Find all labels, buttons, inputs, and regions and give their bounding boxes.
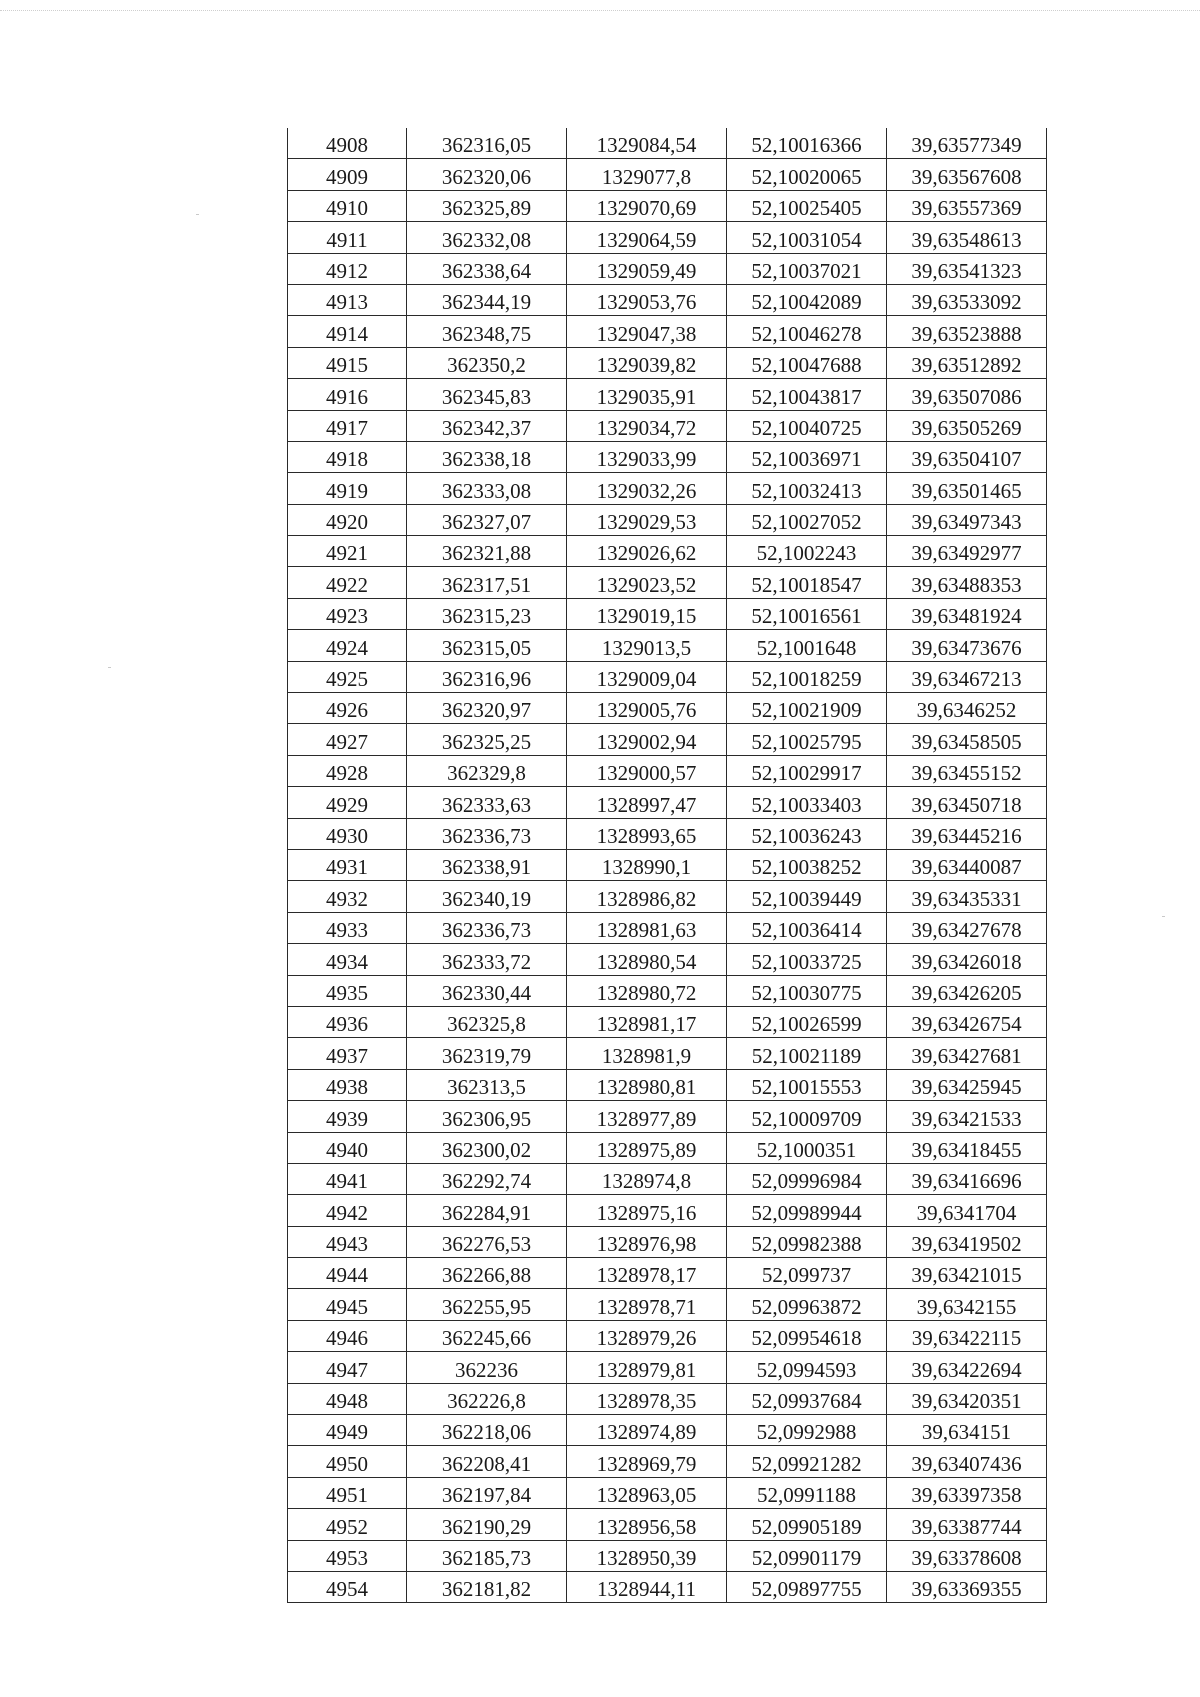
y-coordinate-cell: 1328978,35	[567, 1383, 727, 1414]
table-row	[288, 693, 1047, 724]
table-row	[288, 347, 1047, 378]
table-row	[288, 190, 1047, 221]
x-coordinate-cell: 362208,41	[407, 1446, 567, 1477]
x-coordinate-cell: 362185,73	[407, 1540, 567, 1571]
y-coordinate-cell: 1328977,89	[567, 1101, 727, 1132]
longitude-cell: 39,63512892	[887, 347, 1047, 378]
y-coordinate-cell: 1329084,54	[567, 128, 727, 159]
latitude-cell: 52,10042089	[727, 284, 887, 315]
y-coordinate-cell: 1329032,26	[567, 473, 727, 504]
latitude-cell: 52,10033403	[727, 787, 887, 818]
table-row	[288, 1540, 1047, 1571]
scan-speck	[108, 667, 111, 668]
point-number-cell: 4935	[288, 975, 407, 1006]
point-number-cell: 4917	[288, 410, 407, 441]
latitude-cell: 52,1002243	[727, 536, 887, 567]
point-number-cell: 4949	[288, 1415, 407, 1446]
longitude-cell: 39,63426754	[887, 1006, 1047, 1037]
x-coordinate-cell: 362218,06	[407, 1415, 567, 1446]
point-number-cell: 4937	[288, 1038, 407, 1069]
latitude-cell: 52,10025405	[727, 190, 887, 221]
point-number-cell: 4928	[288, 755, 407, 786]
longitude-cell: 39,63427681	[887, 1038, 1047, 1069]
table-row	[288, 1383, 1047, 1414]
point-number-cell: 4924	[288, 630, 407, 661]
longitude-cell: 39,63458505	[887, 724, 1047, 755]
point-number-cell: 4932	[288, 881, 407, 912]
y-coordinate-cell: 1328978,17	[567, 1258, 727, 1289]
longitude-cell: 39,63504107	[887, 441, 1047, 472]
x-coordinate-cell: 362320,06	[407, 159, 567, 190]
longitude-cell: 39,63541323	[887, 253, 1047, 284]
point-number-cell: 4920	[288, 504, 407, 535]
table-row	[288, 1132, 1047, 1163]
x-coordinate-cell: 362266,88	[407, 1258, 567, 1289]
x-coordinate-cell: 362255,95	[407, 1289, 567, 1320]
latitude-cell: 52,0992988	[727, 1415, 887, 1446]
x-coordinate-cell: 362325,8	[407, 1006, 567, 1037]
latitude-cell: 52,10026599	[727, 1006, 887, 1037]
y-coordinate-cell: 1329053,76	[567, 284, 727, 315]
x-coordinate-cell: 362300,02	[407, 1132, 567, 1163]
longitude-cell: 39,6342155	[887, 1289, 1047, 1320]
longitude-cell: 39,63497343	[887, 504, 1047, 535]
longitude-cell: 39,634151	[887, 1415, 1047, 1446]
x-coordinate-cell: 362338,91	[407, 849, 567, 880]
longitude-cell: 39,63369355	[887, 1571, 1047, 1602]
latitude-cell: 52,10037021	[727, 253, 887, 284]
latitude-cell: 52,10047688	[727, 347, 887, 378]
table-row	[288, 1446, 1047, 1477]
table-row	[288, 567, 1047, 598]
table-row	[288, 1415, 1047, 1446]
y-coordinate-cell: 1328974,89	[567, 1415, 727, 1446]
longitude-cell: 39,63523888	[887, 316, 1047, 347]
coordinates-table-body	[288, 128, 1047, 1603]
x-coordinate-cell: 362325,89	[407, 190, 567, 221]
longitude-cell: 39,63473676	[887, 630, 1047, 661]
x-coordinate-cell: 362313,5	[407, 1069, 567, 1100]
longitude-cell: 39,63397358	[887, 1477, 1047, 1508]
latitude-cell: 52,09937684	[727, 1383, 887, 1414]
table-row	[288, 128, 1047, 159]
latitude-cell: 52,10021909	[727, 693, 887, 724]
latitude-cell: 52,10036971	[727, 441, 887, 472]
x-coordinate-cell: 362330,44	[407, 975, 567, 1006]
longitude-cell: 39,63421533	[887, 1101, 1047, 1132]
point-number-cell: 4942	[288, 1195, 407, 1226]
x-coordinate-cell: 362332,08	[407, 222, 567, 253]
y-coordinate-cell: 1329033,99	[567, 441, 727, 472]
y-coordinate-cell: 1328980,81	[567, 1069, 727, 1100]
table-row	[288, 1038, 1047, 1069]
x-coordinate-cell: 362226,8	[407, 1383, 567, 1414]
x-coordinate-cell: 362345,83	[407, 379, 567, 410]
longitude-cell: 39,63426018	[887, 944, 1047, 975]
table-row	[288, 1101, 1047, 1132]
y-coordinate-cell: 1329039,82	[567, 347, 727, 378]
y-coordinate-cell: 1328981,17	[567, 1006, 727, 1037]
point-number-cell: 4919	[288, 473, 407, 504]
longitude-cell: 39,63557369	[887, 190, 1047, 221]
table-row	[288, 1226, 1047, 1257]
y-coordinate-cell: 1328975,16	[567, 1195, 727, 1226]
latitude-cell: 52,09921282	[727, 1446, 887, 1477]
table-row	[288, 912, 1047, 943]
table-row	[288, 504, 1047, 535]
point-number-cell: 4927	[288, 724, 407, 755]
point-number-cell: 4946	[288, 1320, 407, 1351]
point-number-cell: 4921	[288, 536, 407, 567]
x-coordinate-cell: 362342,37	[407, 410, 567, 441]
longitude-cell: 39,63577349	[887, 128, 1047, 159]
x-coordinate-cell: 362316,96	[407, 661, 567, 692]
longitude-cell: 39,63567608	[887, 159, 1047, 190]
latitude-cell: 52,10009709	[727, 1101, 887, 1132]
x-coordinate-cell: 362336,73	[407, 912, 567, 943]
point-number-cell: 4936	[288, 1006, 407, 1037]
table-row	[288, 975, 1047, 1006]
y-coordinate-cell: 1328997,47	[567, 787, 727, 818]
x-coordinate-cell: 362325,25	[407, 724, 567, 755]
table-row	[288, 630, 1047, 661]
latitude-cell: 52,09901179	[727, 1540, 887, 1571]
x-coordinate-cell: 362245,66	[407, 1320, 567, 1351]
y-coordinate-cell: 1328986,82	[567, 881, 727, 912]
table-row	[288, 881, 1047, 912]
scan-speck	[1162, 916, 1165, 917]
table-row	[288, 1289, 1047, 1320]
table-row	[288, 944, 1047, 975]
point-number-cell: 4925	[288, 661, 407, 692]
y-coordinate-cell: 1328980,72	[567, 975, 727, 1006]
point-number-cell: 4930	[288, 818, 407, 849]
longitude-cell: 39,63548613	[887, 222, 1047, 253]
point-number-cell: 4931	[288, 849, 407, 880]
latitude-cell: 52,10016561	[727, 598, 887, 629]
latitude-cell: 52,10031054	[727, 222, 887, 253]
table-row	[288, 473, 1047, 504]
point-number-cell: 4948	[288, 1383, 407, 1414]
longitude-cell: 39,63416696	[887, 1163, 1047, 1194]
table-row	[288, 379, 1047, 410]
table-row	[288, 787, 1047, 818]
y-coordinate-cell: 1328980,54	[567, 944, 727, 975]
longitude-cell: 39,63425945	[887, 1069, 1047, 1100]
coordinates-table	[287, 128, 1047, 1603]
latitude-cell: 52,10032413	[727, 473, 887, 504]
point-number-cell: 4908	[288, 128, 407, 159]
latitude-cell: 52,10015553	[727, 1069, 887, 1100]
point-number-cell: 4945	[288, 1289, 407, 1320]
table-row	[288, 1509, 1047, 1540]
table-row	[288, 1320, 1047, 1351]
longitude-cell: 39,63455152	[887, 755, 1047, 786]
y-coordinate-cell: 1328990,1	[567, 849, 727, 880]
longitude-cell: 39,63450718	[887, 787, 1047, 818]
x-coordinate-cell: 362321,88	[407, 536, 567, 567]
x-coordinate-cell: 362333,63	[407, 787, 567, 818]
longitude-cell: 39,63387744	[887, 1509, 1047, 1540]
latitude-cell: 52,10036414	[727, 912, 887, 943]
point-number-cell: 4929	[288, 787, 407, 818]
scan-speck	[196, 214, 199, 215]
point-number-cell: 4911	[288, 222, 407, 253]
y-coordinate-cell: 1329035,91	[567, 379, 727, 410]
longitude-cell: 39,63501465	[887, 473, 1047, 504]
point-number-cell: 4934	[288, 944, 407, 975]
y-coordinate-cell: 1328963,05	[567, 1477, 727, 1508]
latitude-cell: 52,10038252	[727, 849, 887, 880]
latitude-cell: 52,10040725	[727, 410, 887, 441]
latitude-cell: 52,10021189	[727, 1038, 887, 1069]
y-coordinate-cell: 1328944,11	[567, 1571, 727, 1602]
point-number-cell: 4933	[288, 912, 407, 943]
x-coordinate-cell: 362306,95	[407, 1101, 567, 1132]
x-coordinate-cell: 362350,2	[407, 347, 567, 378]
x-coordinate-cell: 362344,19	[407, 284, 567, 315]
latitude-cell: 52,10020065	[727, 159, 887, 190]
y-coordinate-cell: 1329000,57	[567, 755, 727, 786]
table-row	[288, 316, 1047, 347]
latitude-cell: 52,10025795	[727, 724, 887, 755]
longitude-cell: 39,63420351	[887, 1383, 1047, 1414]
latitude-cell: 52,10016366	[727, 128, 887, 159]
y-coordinate-cell: 1329029,53	[567, 504, 727, 535]
table-row	[288, 222, 1047, 253]
point-number-cell: 4943	[288, 1226, 407, 1257]
longitude-cell: 39,63440087	[887, 849, 1047, 880]
longitude-cell: 39,6341704	[887, 1195, 1047, 1226]
y-coordinate-cell: 1329013,5	[567, 630, 727, 661]
point-number-cell: 4916	[288, 379, 407, 410]
longitude-cell: 39,63492977	[887, 536, 1047, 567]
x-coordinate-cell: 362292,74	[407, 1163, 567, 1194]
longitude-cell: 39,63378608	[887, 1540, 1047, 1571]
point-number-cell: 4947	[288, 1352, 407, 1383]
y-coordinate-cell: 1328981,9	[567, 1038, 727, 1069]
point-number-cell: 4910	[288, 190, 407, 221]
longitude-cell: 39,63421015	[887, 1258, 1047, 1289]
y-coordinate-cell: 1329077,8	[567, 159, 727, 190]
y-coordinate-cell: 1328981,63	[567, 912, 727, 943]
x-coordinate-cell: 362338,18	[407, 441, 567, 472]
longitude-cell: 39,63435331	[887, 881, 1047, 912]
table-row	[288, 441, 1047, 472]
y-coordinate-cell: 1329023,52	[567, 567, 727, 598]
x-coordinate-cell: 362340,19	[407, 881, 567, 912]
x-coordinate-cell: 362190,29	[407, 1509, 567, 1540]
table-row	[288, 1069, 1047, 1100]
latitude-cell: 52,10018547	[727, 567, 887, 598]
latitude-cell: 52,09963872	[727, 1289, 887, 1320]
latitude-cell: 52,10029917	[727, 755, 887, 786]
y-coordinate-cell: 1328975,89	[567, 1132, 727, 1163]
point-number-cell: 4941	[288, 1163, 407, 1194]
y-coordinate-cell: 1329047,38	[567, 316, 727, 347]
latitude-cell: 52,10018259	[727, 661, 887, 692]
table-row	[288, 1571, 1047, 1602]
longitude-cell: 39,6346252	[887, 693, 1047, 724]
latitude-cell: 52,09982388	[727, 1226, 887, 1257]
table-row	[288, 159, 1047, 190]
x-coordinate-cell: 362336,73	[407, 818, 567, 849]
longitude-cell: 39,63407436	[887, 1446, 1047, 1477]
y-coordinate-cell: 1329019,15	[567, 598, 727, 629]
y-coordinate-cell: 1328993,65	[567, 818, 727, 849]
table-row	[288, 1477, 1047, 1508]
latitude-cell: 52,10033725	[727, 944, 887, 975]
point-number-cell: 4950	[288, 1446, 407, 1477]
x-coordinate-cell: 362319,79	[407, 1038, 567, 1069]
y-coordinate-cell: 1329059,49	[567, 253, 727, 284]
point-number-cell: 4912	[288, 253, 407, 284]
x-coordinate-cell: 362320,97	[407, 693, 567, 724]
latitude-cell: 52,09989944	[727, 1195, 887, 1226]
table-row	[288, 284, 1047, 315]
point-number-cell: 4938	[288, 1069, 407, 1100]
longitude-cell: 39,63481924	[887, 598, 1047, 629]
point-number-cell: 4951	[288, 1477, 407, 1508]
x-coordinate-cell: 362315,05	[407, 630, 567, 661]
longitude-cell: 39,63467213	[887, 661, 1047, 692]
latitude-cell: 52,10030775	[727, 975, 887, 1006]
x-coordinate-cell: 362276,53	[407, 1226, 567, 1257]
x-coordinate-cell: 362316,05	[407, 128, 567, 159]
longitude-cell: 39,63445216	[887, 818, 1047, 849]
x-coordinate-cell: 362197,84	[407, 1477, 567, 1508]
point-number-cell: 4952	[288, 1509, 407, 1540]
latitude-cell: 52,09905189	[727, 1509, 887, 1540]
y-coordinate-cell: 1328969,79	[567, 1446, 727, 1477]
x-coordinate-cell: 362284,91	[407, 1195, 567, 1226]
y-coordinate-cell: 1329070,69	[567, 190, 727, 221]
longitude-cell: 39,63418455	[887, 1132, 1047, 1163]
table-row	[288, 661, 1047, 692]
y-coordinate-cell: 1329034,72	[567, 410, 727, 441]
y-coordinate-cell: 1328979,81	[567, 1352, 727, 1383]
table-row	[288, 1258, 1047, 1289]
table-row	[288, 849, 1047, 880]
y-coordinate-cell: 1328976,98	[567, 1226, 727, 1257]
x-coordinate-cell: 362315,23	[407, 598, 567, 629]
longitude-cell: 39,63422115	[887, 1320, 1047, 1351]
x-coordinate-cell: 362181,82	[407, 1571, 567, 1602]
longitude-cell: 39,63427678	[887, 912, 1047, 943]
table-row	[288, 724, 1047, 755]
point-number-cell: 4940	[288, 1132, 407, 1163]
longitude-cell: 39,63505269	[887, 410, 1047, 441]
longitude-cell: 39,63507086	[887, 379, 1047, 410]
latitude-cell: 52,10039449	[727, 881, 887, 912]
table-row	[288, 598, 1047, 629]
latitude-cell: 52,1000351	[727, 1132, 887, 1163]
latitude-cell: 52,099737	[727, 1258, 887, 1289]
table-row	[288, 1195, 1047, 1226]
x-coordinate-cell: 362329,8	[407, 755, 567, 786]
y-coordinate-cell: 1328974,8	[567, 1163, 727, 1194]
x-coordinate-cell: 362333,72	[407, 944, 567, 975]
longitude-cell: 39,63533092	[887, 284, 1047, 315]
y-coordinate-cell: 1328950,39	[567, 1540, 727, 1571]
y-coordinate-cell: 1328978,71	[567, 1289, 727, 1320]
table-row	[288, 818, 1047, 849]
point-number-cell: 4953	[288, 1540, 407, 1571]
point-number-cell: 4915	[288, 347, 407, 378]
x-coordinate-cell: 362338,64	[407, 253, 567, 284]
latitude-cell: 52,0991188	[727, 1477, 887, 1508]
latitude-cell: 52,10046278	[727, 316, 887, 347]
scan-edge-line	[0, 10, 1200, 11]
longitude-cell: 39,63419502	[887, 1226, 1047, 1257]
x-coordinate-cell: 362348,75	[407, 316, 567, 347]
latitude-cell: 52,10036243	[727, 818, 887, 849]
table-row	[288, 1006, 1047, 1037]
table-row	[288, 1163, 1047, 1194]
y-coordinate-cell: 1329064,59	[567, 222, 727, 253]
point-number-cell: 4922	[288, 567, 407, 598]
point-number-cell: 4954	[288, 1571, 407, 1602]
y-coordinate-cell: 1329009,04	[567, 661, 727, 692]
latitude-cell: 52,1001648	[727, 630, 887, 661]
latitude-cell: 52,09954618	[727, 1320, 887, 1351]
point-number-cell: 4918	[288, 441, 407, 472]
point-number-cell: 4913	[288, 284, 407, 315]
table-row	[288, 755, 1047, 786]
latitude-cell: 52,10027052	[727, 504, 887, 535]
x-coordinate-cell: 362236	[407, 1352, 567, 1383]
point-number-cell: 4939	[288, 1101, 407, 1132]
point-number-cell: 4926	[288, 693, 407, 724]
point-number-cell: 4944	[288, 1258, 407, 1289]
point-number-cell: 4909	[288, 159, 407, 190]
x-coordinate-cell: 362317,51	[407, 567, 567, 598]
table-row	[288, 410, 1047, 441]
table-row	[288, 253, 1047, 284]
x-coordinate-cell: 362327,07	[407, 504, 567, 535]
x-coordinate-cell: 362333,08	[407, 473, 567, 504]
table-row	[288, 536, 1047, 567]
latitude-cell: 52,09996984	[727, 1163, 887, 1194]
point-number-cell: 4914	[288, 316, 407, 347]
latitude-cell: 52,10043817	[727, 379, 887, 410]
y-coordinate-cell: 1329026,62	[567, 536, 727, 567]
longitude-cell: 39,63488353	[887, 567, 1047, 598]
latitude-cell: 52,09897755	[727, 1571, 887, 1602]
longitude-cell: 39,63426205	[887, 975, 1047, 1006]
y-coordinate-cell: 1328979,26	[567, 1320, 727, 1351]
y-coordinate-cell: 1329002,94	[567, 724, 727, 755]
y-coordinate-cell: 1328956,58	[567, 1509, 727, 1540]
latitude-cell: 52,0994593	[727, 1352, 887, 1383]
longitude-cell: 39,63422694	[887, 1352, 1047, 1383]
y-coordinate-cell: 1329005,76	[567, 693, 727, 724]
point-number-cell: 4923	[288, 598, 407, 629]
table-row	[288, 1352, 1047, 1383]
